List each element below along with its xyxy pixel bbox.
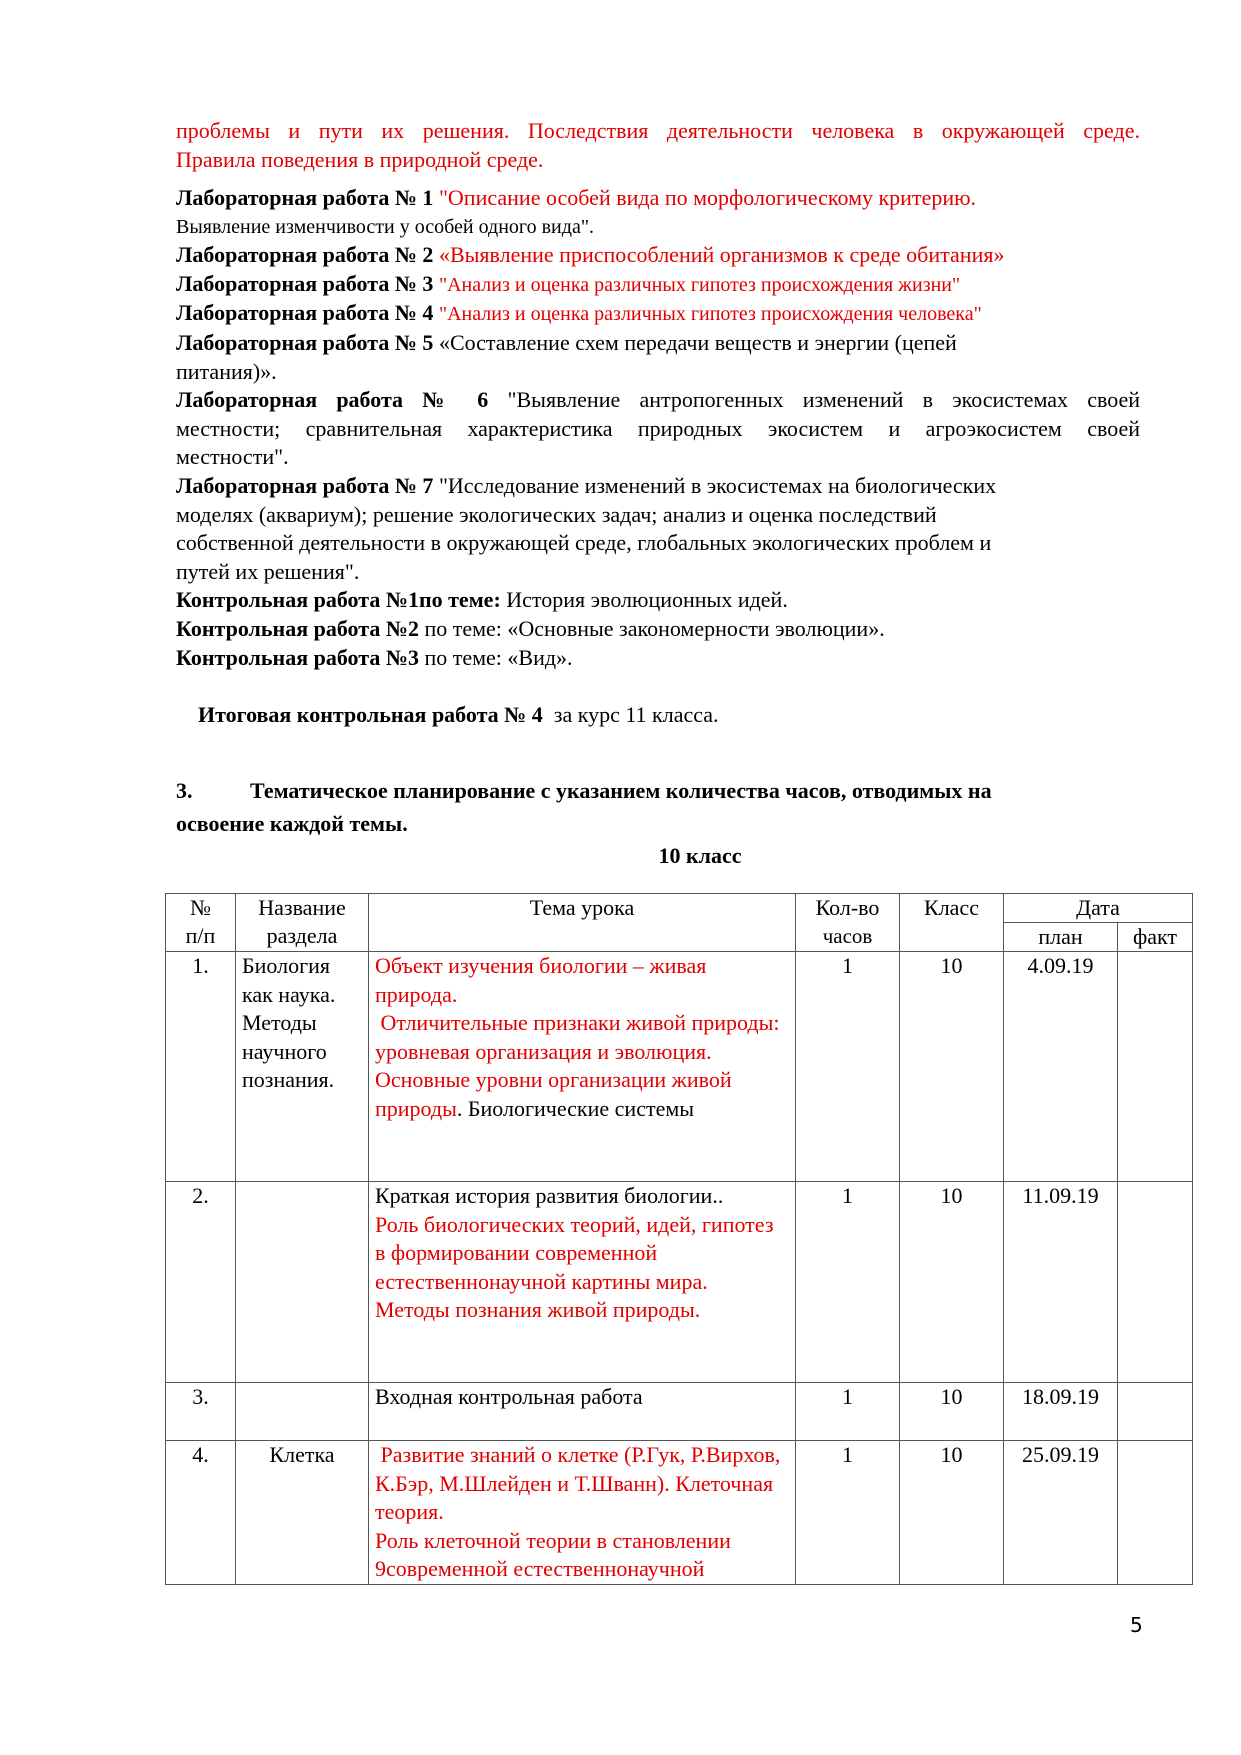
- row-plan-date: 25.09.19: [1004, 1441, 1118, 1585]
- test-label: Контрольная работа №3: [176, 644, 419, 670]
- row-section: [236, 1182, 369, 1383]
- test-topic: История эволюционных идей.: [500, 587, 788, 613]
- test-label: Контрольная работа №2: [176, 615, 419, 641]
- lab-item-4: [176, 299, 1140, 329]
- test-item-2: [176, 615, 1140, 644]
- planning-table: [165, 893, 1193, 1585]
- row-section: Клетка: [236, 1441, 369, 1585]
- row-topic: Объект изучения биологии – живая природа. Отличительные признаки живой природы: уровневая организация и эволюция. Основные уровни организации живой природы. Биологические системы: [369, 952, 796, 1182]
- lab-label: Лабораторная работа № 1: [176, 185, 434, 210]
- row-class: 10: [900, 1383, 1004, 1441]
- row-hours: 1: [796, 1441, 900, 1585]
- section-title: Тематическое планирование с указанием количества часов, отводимых на: [250, 778, 992, 803]
- test-topic: по теме: «Основные закономерности эволюции».: [418, 615, 885, 641]
- row-topic: Краткая история развития биологии.. Роль биологических теорий, идей, гипотез в формировании современной естественнонаучной картины мира. Методы познания живой природы.: [369, 1182, 796, 1383]
- row-plan-date: 4.09.19: [1004, 952, 1118, 1182]
- class-title: 10 класс: [658, 843, 742, 868]
- intro-line-1: проблемы и пути их решения. Последствия деятельности человека в окружающей среде.: [176, 118, 1140, 143]
- row-class: 10: [900, 952, 1004, 1182]
- row-num: 3.: [166, 1383, 236, 1441]
- lab-label: Лабораторная работа № 4: [176, 300, 434, 326]
- table-header-row: [166, 894, 1193, 923]
- lab-title-cont: питания)».: [176, 358, 277, 384]
- row-topic: Развитие знаний о клетке (Р.Гук, Р.Вирхов, К.Бэр, М.Шлейден и Т.Шванн). Клеточная теория. Роль клеточной теории в становлении 9современной естественнонаучной: [369, 1441, 796, 1585]
- row-num: 1.: [166, 952, 236, 1182]
- row-class: 10: [900, 1182, 1004, 1383]
- test-item-1: [176, 586, 1140, 615]
- lab-item-7: [176, 472, 1140, 586]
- row-topic: Входная контрольная работа: [369, 1383, 796, 1441]
- header-num: № п/п: [166, 894, 236, 952]
- table-row: [166, 952, 1193, 1182]
- header-date: Дата: [1004, 894, 1193, 923]
- lab-label: Лабораторная работа № 6: [176, 387, 489, 413]
- test-label: Контрольная работа №1по теме:: [176, 587, 501, 613]
- lab-title: "Анализ и оценка различных гипотез происхождения человека": [438, 303, 982, 326]
- test-topic: по теме: «Вид».: [418, 644, 573, 670]
- table-row: [166, 1441, 1193, 1585]
- test-topic: за курс 11 класса.: [542, 701, 719, 727]
- lab-label: Лабораторная работа № 5: [176, 329, 434, 355]
- row-fact-date: [1118, 1383, 1193, 1441]
- header-section: Название раздела: [236, 894, 369, 952]
- row-class: 10: [900, 1441, 1004, 1585]
- row-section: [236, 1383, 369, 1441]
- intro-paragraph: [176, 117, 1140, 174]
- row-num: 2.: [166, 1182, 236, 1383]
- labs-list: [176, 184, 1140, 758]
- page-number: 5: [1130, 1613, 1143, 1637]
- section-title-cont: освоение каждой темы.: [176, 811, 408, 836]
- lab-title-cont: местности; сравнительная характеристика природных экосистем и агроэкосистем своей: [176, 415, 1140, 441]
- lab-item-3: [176, 270, 1140, 300]
- header-class: Класс: [900, 894, 1004, 952]
- intro-line-2: Правила поведения в природной среде.: [176, 146, 544, 172]
- row-hours: 1: [796, 1182, 900, 1383]
- lab-label: Лабораторная работа № 3: [176, 270, 434, 296]
- lab-title-cont: местности".: [176, 444, 289, 470]
- lab-title: "Исследование изменений в экосистемах на биологических: [438, 472, 997, 498]
- lab-title: "Выявление антропогенных изменений в экосистемах своей: [507, 387, 1141, 413]
- header-topic: Тема урока: [369, 894, 796, 952]
- row-fact-date: [1118, 952, 1193, 1182]
- header-plan: план: [1004, 923, 1118, 952]
- test-item-3: [176, 644, 1140, 673]
- row-fact-date: [1118, 1182, 1193, 1383]
- header-hours: Кол-во часов: [796, 894, 900, 952]
- row-plan-date: 18.09.19: [1004, 1383, 1118, 1441]
- row-section: Биология как наука. Методы научного познания.: [236, 952, 369, 1182]
- section-number: 3.: [176, 778, 193, 803]
- lab-item-6: [176, 386, 1140, 472]
- row-num: 4.: [166, 1441, 236, 1585]
- lab-label: Лабораторная работа № 7: [176, 472, 434, 498]
- section-heading: [176, 774, 1140, 840]
- lab-title: "Описание особей вида по морфологическому критерию.: [438, 185, 977, 210]
- lab-item-1: [176, 184, 1140, 241]
- table-row: [166, 1182, 1193, 1383]
- lab-label: Лабораторная работа № 2: [176, 242, 434, 268]
- lab-title: "Анализ и оценка различных гипотез происхождения жизни": [438, 273, 961, 296]
- row-plan-date: 11.09.19: [1004, 1182, 1118, 1383]
- lab-title-cont: путей их решения".: [176, 558, 360, 584]
- lab-title: «Составление схем передачи веществ и энергии (цепей: [438, 329, 957, 355]
- lab-title-cont: собственной деятельности в окружающей среде, глобальных экологических проблем и: [176, 530, 992, 556]
- lab-item-2: [176, 241, 1140, 270]
- test-item-4: [176, 672, 1140, 758]
- lab-item-5: [176, 329, 1140, 386]
- lab-title: «Выявление приспособлений организмов к среде обитания»: [438, 242, 1005, 268]
- lab-title-cont: Выявление изменчивости у особей одного вида".: [176, 215, 594, 238]
- table-row: [166, 1383, 1193, 1441]
- row-hours: 1: [796, 1383, 900, 1441]
- test-label: Итоговая контрольная работа № 4: [198, 701, 543, 727]
- row-fact-date: [1118, 1441, 1193, 1585]
- lab-title-cont: моделях (аквариум); решение экологических задач; анализ и оценка последствий: [176, 501, 937, 527]
- header-fact: факт: [1118, 923, 1193, 952]
- row-hours: 1: [796, 952, 900, 1182]
